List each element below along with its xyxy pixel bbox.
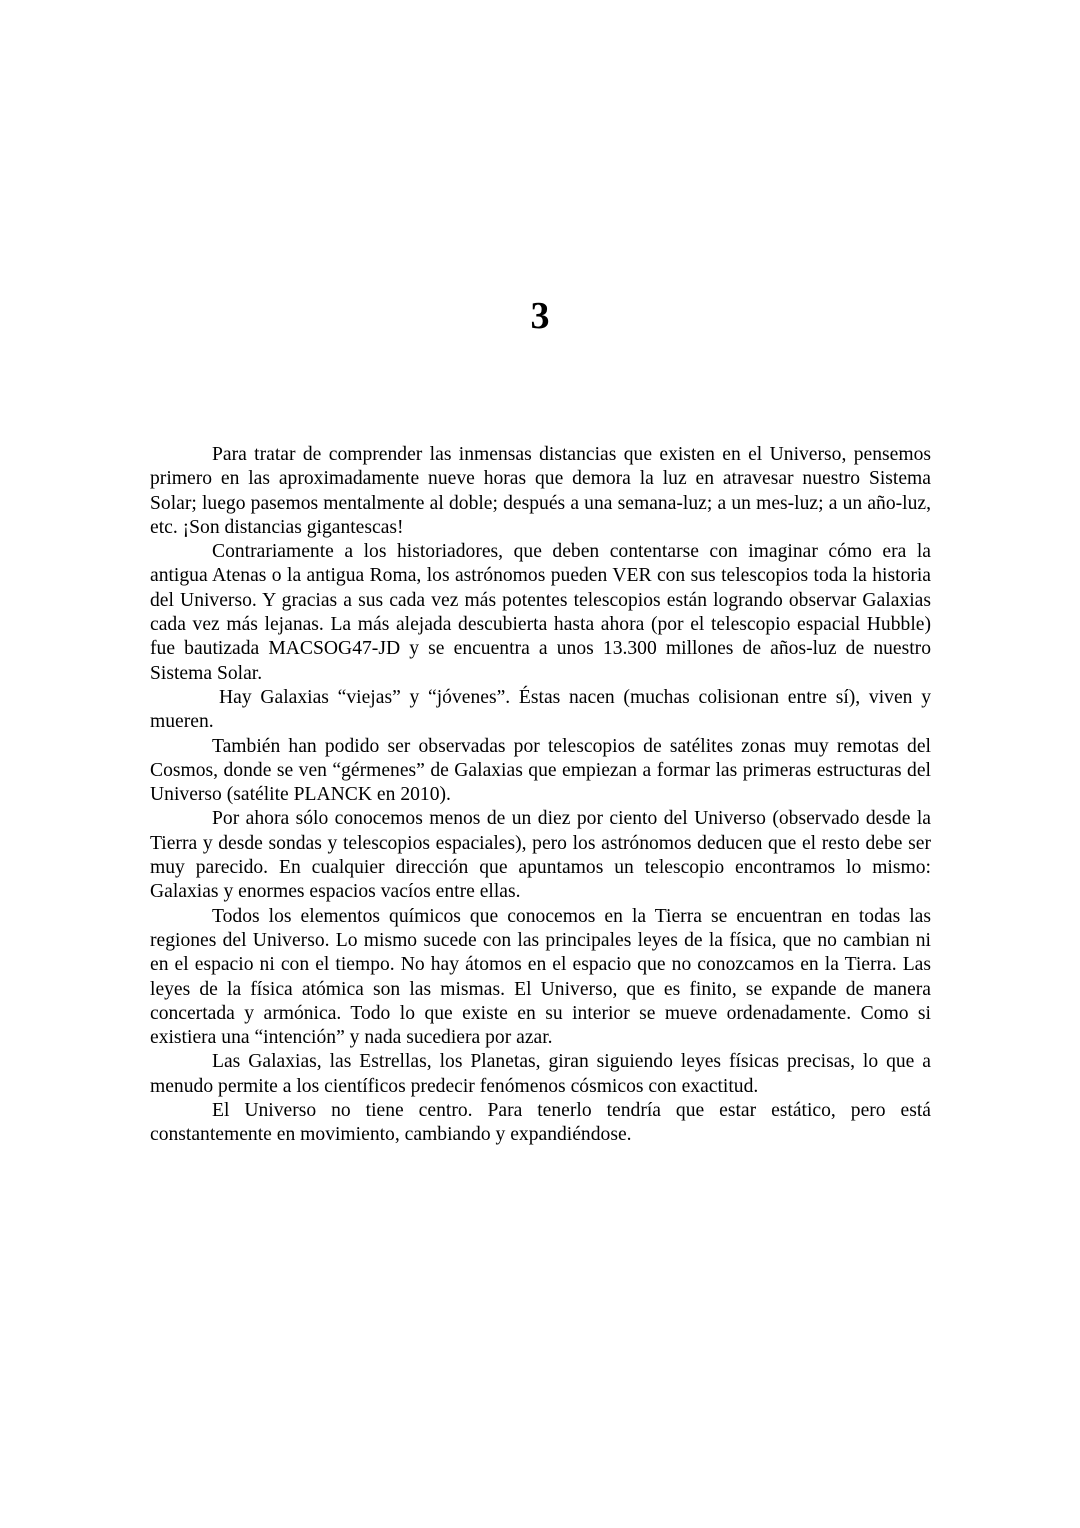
paragraph-4: También han podido ser observadas por telescopios de satélites zonas muy remotas del Cosmos, donde se ven “gérmenes” de Galaxias que empiezan a formar las primeras estructuras del Universo (satélite PLANCK en 2010).: [150, 735, 931, 806]
chapter-number: 3: [530, 295, 550, 337]
paragraph-1: Para tratar de comprender las inmensas distancias que existen en el Universo, pensemos primero en las aproximadamente nueve horas que demora la luz en atravesar nuestro Sistema Solar; luego pasemos mentalmente al doble; después a una semana-luz; a un mes-luz; a un año-luz, etc. ¡Son distancias gigantescas!: [150, 444, 931, 538]
paragraph-5: Por ahora sólo conocemos menos de un diez por ciento del Universo (observado desde la Tierra y desde sondas y telescopios espaciales), pero los astrónomos deducen que el resto debe ser muy parecido. En cualquier dirección que apuntamos un telescopio encontramos lo mismo: Galaxias y enormes espacios vacíos entre ellas.: [150, 808, 931, 903]
paragraph-3: Hay Galaxias “viejas” y “jóvenes”. Éstas nacen (muchas colisionan entre sí), viven y mueren.: [150, 686, 931, 733]
paragraph-7: Las Galaxias, las Estrellas, los Planetas, giran siguiendo leyes físicas precisas, lo que a menudo permite a los científicos predecir fenómenos cósmicos con exactitud.: [150, 1051, 931, 1097]
body-text: [150, 443, 931, 1148]
paragraph-6: Todos los elementos químicos que conocemos en la Tierra se encuentran en todas las regiones del Universo. Lo mismo sucede con las principales leyes de la física, que no cambian ni en el espacio ni con el tiempo. No hay átomos en el espacio que no conozcamos en la Tierra. Las leyes de la física atómica son las mismas. El Universo, que es finito, se expande de manera concertada y armónica. Todo lo que existe en su interior se mueve ordenadamente. Como si existiera una “intención” y nada sucediera por azar.: [150, 905, 931, 1049]
paragraph-2: Contrariamente a los historiadores, que deben contentarse con imaginar cómo era la antigua Atenas o la antigua Roma, los astrónomos pueden VER con sus telescopios toda la historia del Universo. Y gracias a sus cada vez más potentes telescopios están logrando observar Galaxias cada vez más lejanas. La más alejada descubierta hasta ahora (por el telescopio espacial Hubble) fue bautizada MACSOG47-JD y se encuentra a unos 13.300 millones de años-luz de nuestro Sistema Solar.: [150, 541, 931, 684]
paragraph-8: El Universo no tiene centro. Para tenerlo tendría que estar estático, pero está constantemente en movimiento, cambiando y expandiéndose.: [150, 1100, 931, 1146]
